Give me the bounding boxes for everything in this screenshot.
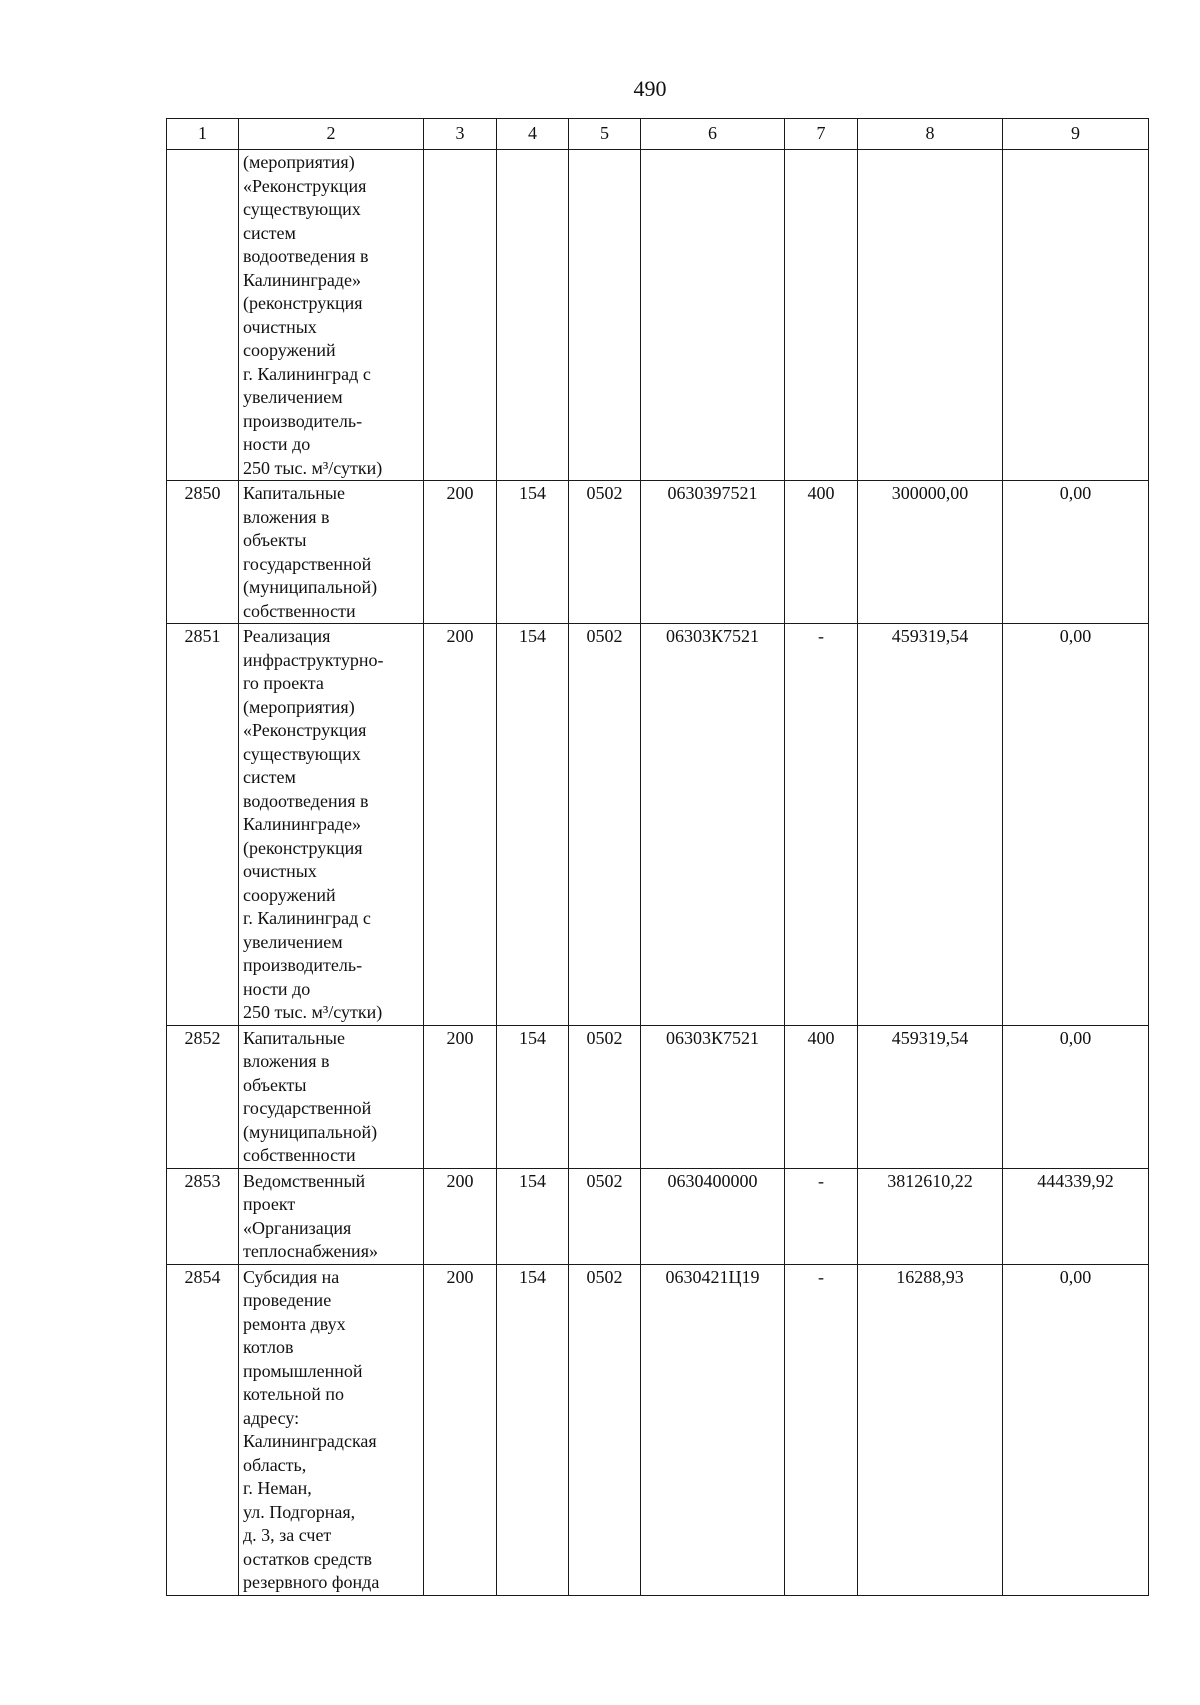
row-name-line: «Организация xyxy=(243,1217,352,1238)
row-name-line: теплоснабжения» xyxy=(243,1241,378,1261)
row-name-line: (муниципальной) xyxy=(243,577,378,597)
header-cell-3: 3 xyxy=(424,119,497,150)
header-cell-4: 4 xyxy=(497,119,569,150)
cell-col-4: 154 xyxy=(497,1264,569,1595)
row-name xyxy=(239,150,424,481)
cell-col-8: 300000,00 xyxy=(858,481,1003,624)
row-name xyxy=(239,1264,424,1595)
row-name-line: производитель- xyxy=(243,955,363,975)
row-name-line: систем xyxy=(243,222,296,243)
cell-col-3: 200 xyxy=(424,481,497,624)
row-number: 2850 xyxy=(167,481,239,624)
row-name-line: «Реконструкция xyxy=(243,175,367,196)
header-row xyxy=(167,119,1149,150)
row-name-line: собственности xyxy=(243,600,356,621)
row-name-line: объекты xyxy=(243,530,307,550)
row-name-line: Калининграде» xyxy=(243,269,361,290)
row-name-line: вложения в xyxy=(243,1051,330,1071)
row-name-line: существующих xyxy=(243,199,361,219)
row-name-line: проведение xyxy=(243,1290,332,1310)
row-name-line: Капитальные xyxy=(243,1027,345,1048)
row-name-line: промышленной xyxy=(243,1360,363,1381)
row-name-line: г. Калининград с xyxy=(243,908,371,928)
row-number: 2854 xyxy=(167,1264,239,1595)
header-cell-7: 7 xyxy=(785,119,858,150)
cell-col-8 xyxy=(858,150,1003,481)
cell-col-4: 154 xyxy=(497,1168,569,1264)
row-number: 2853 xyxy=(167,1168,239,1264)
cell-col-6: 06303К7521 xyxy=(641,624,785,1026)
row-name-line: ности до xyxy=(243,978,311,999)
cell-col-4: 154 xyxy=(497,1025,569,1168)
row-name-line: государственной xyxy=(243,1098,372,1118)
header-cell-5: 5 xyxy=(569,119,641,150)
cell-col-6: 0630400000 xyxy=(641,1168,785,1264)
row-name-line: ремонта двух xyxy=(243,1313,346,1334)
cell-col-5: 0502 xyxy=(569,481,641,624)
row-name-line: (реконструкция xyxy=(243,837,363,858)
row-name-line: д. 3, за счет xyxy=(243,1525,332,1545)
row-name-line: Капитальные xyxy=(243,483,345,503)
page-number: 490 xyxy=(633,76,667,101)
cell-col-7: - xyxy=(785,1168,858,1264)
cell-col-5: 0502 xyxy=(569,1025,641,1168)
row-name-line: го проекта xyxy=(243,673,324,693)
budget-table xyxy=(166,118,1149,1596)
cell-col-6 xyxy=(641,150,785,481)
table-row xyxy=(167,624,1149,1026)
row-name-line: Калининградская xyxy=(243,1431,377,1451)
cell-col-6: 0630421Ц19 xyxy=(641,1264,785,1595)
row-name-line: ности до xyxy=(243,434,311,454)
row-name-line: (мероприятия) xyxy=(243,696,355,717)
cell-col-4 xyxy=(497,150,569,481)
row-name-line: Субсидия на xyxy=(243,1266,340,1287)
table-row xyxy=(167,1025,1149,1168)
row-name-line: область, xyxy=(243,1454,307,1475)
row-name-line: увеличением xyxy=(243,931,343,952)
row-name-line: адресу: xyxy=(243,1407,300,1428)
row-name-line: очистных xyxy=(243,316,317,337)
row-number: 2851 xyxy=(167,624,239,1026)
row-name-line: (муниципальной) xyxy=(243,1121,378,1142)
row-name xyxy=(239,481,424,624)
row-name-line: проект xyxy=(243,1194,296,1214)
cell-col-3: 200 xyxy=(424,624,497,1026)
cell-col-4: 154 xyxy=(497,624,569,1026)
cell-col-5 xyxy=(569,150,641,481)
row-name-line: Ведомственный xyxy=(243,1170,366,1191)
table-row xyxy=(167,481,1149,624)
row-name-line: ул. Подгорная, xyxy=(243,1501,356,1522)
table-row xyxy=(167,1168,1149,1264)
cell-col-7 xyxy=(785,150,858,481)
cell-col-8: 459319,54 xyxy=(858,1025,1003,1168)
row-name xyxy=(239,1168,424,1264)
cell-col-7: 400 xyxy=(785,1025,858,1168)
row-name-line: резервного фонда xyxy=(243,1572,380,1592)
row-name-line: собственности xyxy=(243,1145,356,1165)
header-cell-9: 9 xyxy=(1003,119,1149,150)
row-number: 2852 xyxy=(167,1025,239,1168)
cell-col-7: 400 xyxy=(785,481,858,624)
row-name-line: систем xyxy=(243,767,296,787)
cell-col-9: 444339,92 xyxy=(1003,1168,1149,1264)
row-name-line: котельной по xyxy=(243,1384,345,1404)
row-name-line: Калининграде» xyxy=(243,814,361,834)
row-name-line: Реализация xyxy=(243,626,331,646)
cell-col-8: 3812610,22 xyxy=(858,1168,1003,1264)
table-row xyxy=(167,150,1149,481)
header-cell-2: 2 xyxy=(239,119,424,150)
row-name-line: 250 тыс. м³/сутки) xyxy=(243,457,383,478)
cell-col-5: 0502 xyxy=(569,1168,641,1264)
cell-col-6: 0630397521 xyxy=(641,481,785,624)
cell-col-8: 459319,54 xyxy=(858,624,1003,1026)
cell-col-9: 0,00 xyxy=(1003,1025,1149,1168)
header-cell-1: 1 xyxy=(167,119,239,150)
header-cell-8: 8 xyxy=(858,119,1003,150)
cell-col-9: 0,00 xyxy=(1003,1264,1149,1595)
row-name-line: котлов xyxy=(243,1337,294,1357)
row-name-line: «Реконструкция xyxy=(243,720,367,740)
row-name-line: вложения в xyxy=(243,506,330,527)
cell-col-5: 0502 xyxy=(569,1264,641,1595)
row-name-line: (мероприятия) xyxy=(243,152,355,172)
table-body xyxy=(167,150,1149,1596)
row-name-line: производитель- xyxy=(243,410,363,431)
row-name-line: водоотведения в xyxy=(243,790,369,811)
row-name-line: остатков средств xyxy=(243,1548,372,1569)
cell-col-5: 0502 xyxy=(569,624,641,1026)
cell-col-7: - xyxy=(785,1264,858,1595)
cell-col-3: 200 xyxy=(424,1264,497,1595)
row-name xyxy=(239,1025,424,1168)
cell-col-8: 16288,93 xyxy=(858,1264,1003,1595)
cell-col-3: 200 xyxy=(424,1025,497,1168)
cell-col-4: 154 xyxy=(497,481,569,624)
cell-col-3 xyxy=(424,150,497,481)
row-name-line: г. Калининград с xyxy=(243,363,371,384)
row-name xyxy=(239,624,424,1026)
cell-col-9 xyxy=(1003,150,1149,481)
row-name-line: 250 тыс. м³/сутки) xyxy=(243,1002,383,1022)
row-name-line: водоотведения в xyxy=(243,246,369,266)
cell-col-7: - xyxy=(785,624,858,1026)
table-row xyxy=(167,1264,1149,1595)
header-cell-6: 6 xyxy=(641,119,785,150)
row-name-line: увеличением xyxy=(243,387,343,407)
row-name-line: государственной xyxy=(243,553,372,574)
row-name-line: существующих xyxy=(243,743,361,764)
row-name-line: сооружений xyxy=(243,340,336,360)
cell-col-9: 0,00 xyxy=(1003,624,1149,1026)
row-name-line: сооружений xyxy=(243,884,336,905)
row-name-line: г. Неман, xyxy=(243,1478,312,1498)
row-number xyxy=(167,150,239,481)
row-name-line: объекты xyxy=(243,1074,307,1095)
cell-col-9: 0,00 xyxy=(1003,481,1149,624)
row-name-line: инфраструктурно- xyxy=(243,649,384,670)
cell-col-3: 200 xyxy=(424,1168,497,1264)
row-name-line: (реконструкция xyxy=(243,293,363,313)
row-name-line: очистных xyxy=(243,861,317,881)
cell-col-6: 06303К7521 xyxy=(641,1025,785,1168)
